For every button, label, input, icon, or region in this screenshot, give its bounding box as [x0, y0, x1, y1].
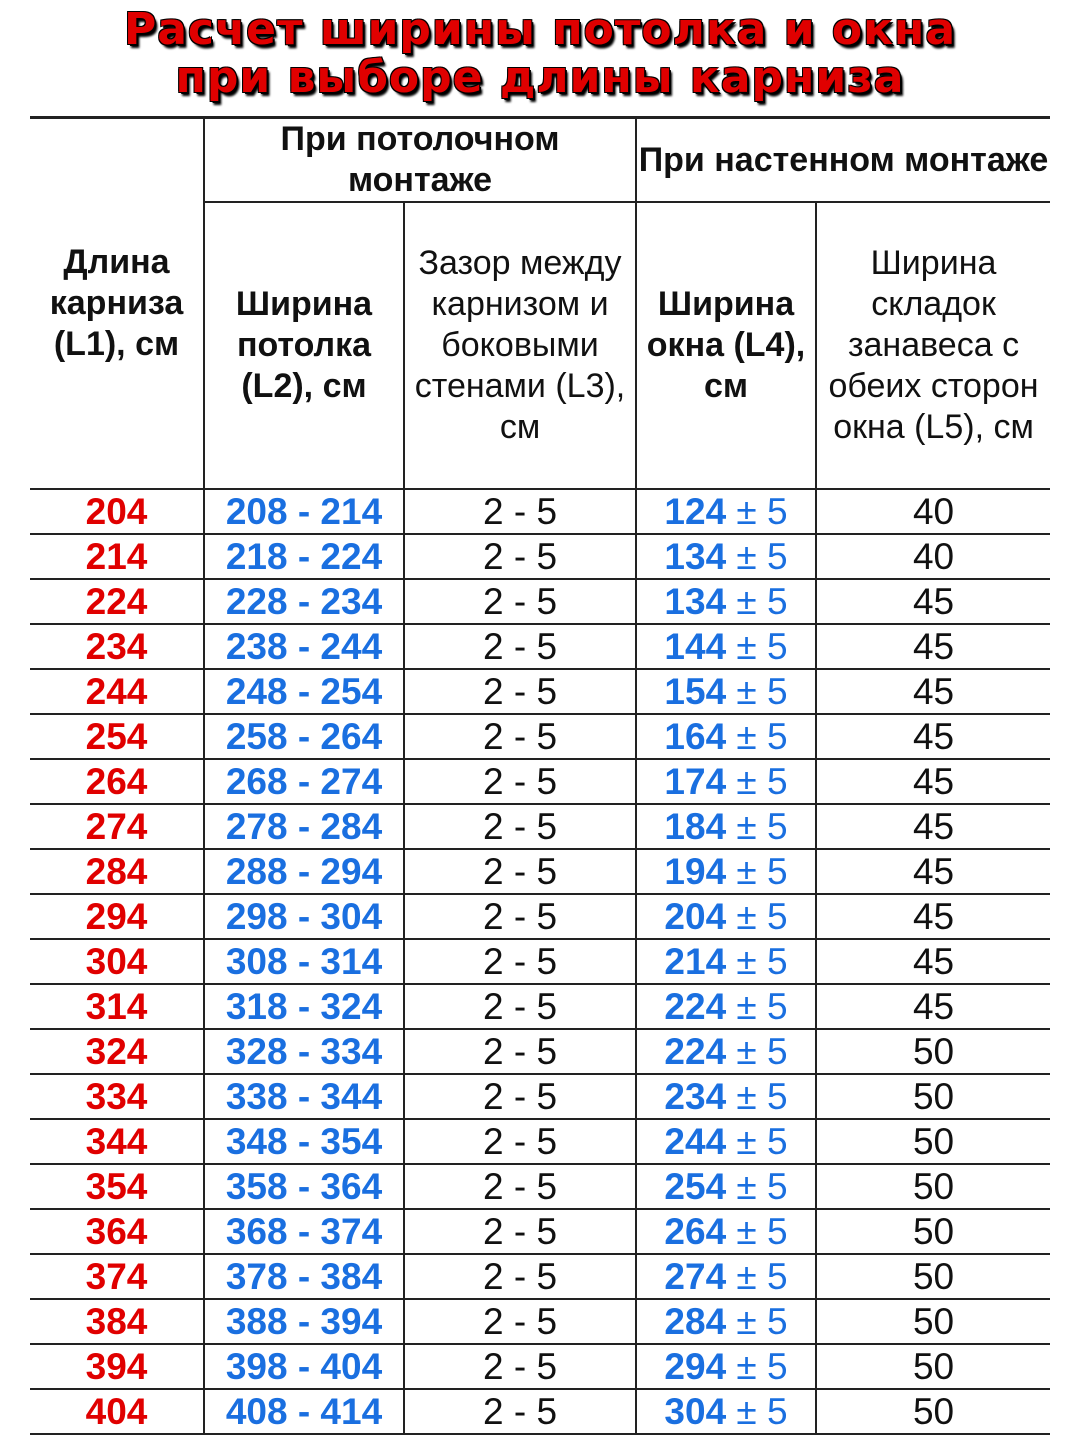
window-width-value: 214	[664, 941, 727, 982]
cornice-length-cell: 224	[30, 579, 204, 624]
window-width-cell	[636, 624, 816, 669]
window-width-cell	[636, 1299, 816, 1344]
side-gap-cell: 2 - 5	[404, 759, 636, 804]
cornice-length-cell: 354	[30, 1164, 204, 1209]
ceiling-width-cell: 218 - 224	[204, 534, 404, 579]
window-width-cell	[636, 759, 816, 804]
ceiling-width-cell: 278 - 284	[204, 804, 404, 849]
curtain-folds-cell: 45	[816, 624, 1050, 669]
ceiling-width-cell: 248 - 254	[204, 669, 404, 714]
window-width-tolerance: ± 5	[726, 1256, 788, 1297]
ceiling-width-cell: 368 - 374	[204, 1209, 404, 1254]
window-width-value: 194	[664, 851, 727, 892]
window-width-cell	[636, 714, 816, 759]
window-width-value: 154	[664, 671, 727, 712]
window-width-tolerance: ± 5	[726, 671, 788, 712]
table-row	[30, 1074, 1050, 1119]
window-width-cell	[636, 1389, 816, 1434]
cornice-length-cell: 204	[30, 489, 204, 534]
window-width-value: 164	[664, 716, 727, 757]
cornice-length-cell: 324	[30, 1029, 204, 1074]
ceiling-width-cell: 358 - 364	[204, 1164, 404, 1209]
cornice-length-cell: 314	[30, 984, 204, 1029]
table-row	[30, 1389, 1050, 1434]
cornice-length-cell: 264	[30, 759, 204, 804]
table-row	[30, 804, 1050, 849]
side-gap-cell: 2 - 5	[404, 984, 636, 1029]
ceiling-width-cell: 388 - 394	[204, 1299, 404, 1344]
window-width-value: 284	[664, 1301, 727, 1342]
window-width-tolerance: ± 5	[726, 1166, 788, 1207]
side-gap-cell: 2 - 5	[404, 1209, 636, 1254]
window-width-tolerance: ± 5	[726, 536, 788, 577]
table-body	[30, 489, 1050, 1434]
window-width-tolerance: ± 5	[726, 851, 788, 892]
side-gap-cell: 2 - 5	[404, 1119, 636, 1164]
curtain-folds-cell: 45	[816, 714, 1050, 759]
ceiling-width-cell: 308 - 314	[204, 939, 404, 984]
side-gap-cell: 2 - 5	[404, 489, 636, 534]
ceiling-width-cell: 408 - 414	[204, 1389, 404, 1434]
side-gap-cell: 2 - 5	[404, 714, 636, 759]
table-row	[30, 1119, 1050, 1164]
side-gap-cell: 2 - 5	[404, 1074, 636, 1119]
curtain-folds-cell: 45	[816, 939, 1050, 984]
table-row	[30, 624, 1050, 669]
curtain-folds-cell: 45	[816, 894, 1050, 939]
ceiling-width-cell: 378 - 384	[204, 1254, 404, 1299]
window-width-tolerance: ± 5	[726, 806, 788, 847]
curtain-folds-cell: 40	[816, 534, 1050, 579]
window-width-cell	[636, 1164, 816, 1209]
ceiling-width-cell: 398 - 404	[204, 1344, 404, 1389]
window-width-value: 264	[664, 1211, 727, 1252]
window-width-value: 134	[664, 581, 727, 622]
table-row	[30, 534, 1050, 579]
cornice-length-cell: 334	[30, 1074, 204, 1119]
cornice-length-cell: 344	[30, 1119, 204, 1164]
window-width-tolerance: ± 5	[726, 896, 788, 937]
window-width-value: 234	[664, 1076, 727, 1117]
curtain-folds-cell: 50	[816, 1029, 1050, 1074]
cornice-length-cell: 404	[30, 1389, 204, 1434]
window-width-tolerance: ± 5	[726, 761, 788, 802]
side-gap-cell: 2 - 5	[404, 1254, 636, 1299]
table-row	[30, 1209, 1050, 1254]
side-gap-cell: 2 - 5	[404, 579, 636, 624]
side-gap-cell: 2 - 5	[404, 669, 636, 714]
window-width-tolerance: ± 5	[726, 626, 788, 667]
side-gap-cell: 2 - 5	[404, 1344, 636, 1389]
cornice-length-cell: 214	[30, 534, 204, 579]
window-width-tolerance: ± 5	[726, 716, 788, 757]
window-width-value: 144	[664, 626, 727, 667]
cornice-length-cell: 254	[30, 714, 204, 759]
ceiling-width-cell: 288 - 294	[204, 849, 404, 894]
page-title	[0, 6, 1080, 102]
window-width-value: 244	[664, 1121, 727, 1162]
window-width-value: 124	[664, 491, 727, 532]
curtain-folds-cell: 50	[816, 1299, 1050, 1344]
cornice-length-cell: 304	[30, 939, 204, 984]
title-line-1: Расчет ширины потолка и окна	[123, 4, 957, 55]
window-width-tolerance: ± 5	[726, 1031, 788, 1072]
curtain-folds-cell: 40	[816, 489, 1050, 534]
cornice-length-cell: 234	[30, 624, 204, 669]
ceiling-width-cell: 298 - 304	[204, 894, 404, 939]
table-row	[30, 1029, 1050, 1074]
window-width-cell	[636, 489, 816, 534]
window-width-cell	[636, 849, 816, 894]
curtain-folds-cell: 45	[816, 849, 1050, 894]
curtain-folds-cell: 45	[816, 984, 1050, 1029]
table-row	[30, 894, 1050, 939]
window-width-value: 274	[664, 1256, 727, 1297]
side-gap-cell: 2 - 5	[404, 804, 636, 849]
cornice-length-cell: 384	[30, 1299, 204, 1344]
curtain-folds-cell: 45	[816, 759, 1050, 804]
title-line-2: при выборе длины карниза	[175, 52, 905, 103]
curtain-folds-cell: 50	[816, 1254, 1050, 1299]
table-row	[30, 849, 1050, 894]
curtain-folds-cell: 50	[816, 1119, 1050, 1164]
window-width-value: 134	[664, 536, 727, 577]
table-row	[30, 759, 1050, 804]
window-width-cell	[636, 1209, 816, 1254]
side-gap-cell: 2 - 5	[404, 939, 636, 984]
ceiling-width-cell: 228 - 234	[204, 579, 404, 624]
window-width-value: 224	[664, 1031, 727, 1072]
window-width-value: 184	[664, 806, 727, 847]
table-row	[30, 1164, 1050, 1209]
table-row	[30, 1344, 1050, 1389]
side-gap-cell: 2 - 5	[404, 849, 636, 894]
header-wall-mount: При настенном монтаже	[636, 118, 1050, 203]
header-ceiling-width: Ширина потолка (L2), см	[204, 202, 404, 489]
ceiling-width-cell: 268 - 274	[204, 759, 404, 804]
window-width-value: 224	[664, 986, 727, 1027]
table-row	[30, 669, 1050, 714]
table-row	[30, 1299, 1050, 1344]
window-width-value: 204	[664, 896, 727, 937]
window-width-cell	[636, 939, 816, 984]
curtain-folds-cell: 50	[816, 1344, 1050, 1389]
curtain-folds-cell: 45	[816, 669, 1050, 714]
curtain-folds-cell: 45	[816, 579, 1050, 624]
window-width-cell	[636, 894, 816, 939]
cornice-length-cell: 294	[30, 894, 204, 939]
window-width-tolerance: ± 5	[726, 1346, 788, 1387]
table-row	[30, 984, 1050, 1029]
curtain-folds-cell: 50	[816, 1074, 1050, 1119]
window-width-value: 294	[664, 1346, 727, 1387]
ceiling-width-cell: 238 - 244	[204, 624, 404, 669]
window-width-tolerance: ± 5	[726, 986, 788, 1027]
window-width-cell	[636, 534, 816, 579]
ceiling-width-cell: 208 - 214	[204, 489, 404, 534]
curtain-folds-cell: 50	[816, 1164, 1050, 1209]
side-gap-cell: 2 - 5	[404, 534, 636, 579]
header-side-gap: Зазор между карнизом и боковыми стенами (L3), см	[404, 202, 636, 489]
cornice-length-cell: 394	[30, 1344, 204, 1389]
table-row	[30, 714, 1050, 759]
table-row	[30, 939, 1050, 984]
header-window-width: Ширина окна (L4), см	[636, 202, 816, 489]
window-width-tolerance: ± 5	[726, 1211, 788, 1252]
window-width-cell	[636, 1254, 816, 1299]
window-width-cell	[636, 1344, 816, 1389]
window-width-cell	[636, 984, 816, 1029]
window-width-tolerance: ± 5	[726, 1391, 788, 1432]
ceiling-width-cell: 328 - 334	[204, 1029, 404, 1074]
ceiling-width-cell: 338 - 344	[204, 1074, 404, 1119]
window-width-value: 254	[664, 1166, 727, 1207]
header-curtain-folds: Ширина складок занавеса с обеих сторон окна (L5), см	[816, 202, 1050, 489]
side-gap-cell: 2 - 5	[404, 1299, 636, 1344]
header-ceiling-mount: При потолочном монтаже	[204, 118, 636, 203]
cornice-length-cell: 244	[30, 669, 204, 714]
window-width-cell	[636, 579, 816, 624]
table-row	[30, 1254, 1050, 1299]
window-width-cell	[636, 804, 816, 849]
ceiling-width-cell: 258 - 264	[204, 714, 404, 759]
ceiling-width-cell: 318 - 324	[204, 984, 404, 1029]
window-width-cell	[636, 1119, 816, 1164]
window-width-value: 174	[664, 761, 727, 802]
window-width-tolerance: ± 5	[726, 941, 788, 982]
cornice-size-table	[30, 116, 1050, 1435]
window-width-tolerance: ± 5	[726, 581, 788, 622]
window-width-tolerance: ± 5	[726, 1076, 788, 1117]
window-width-tolerance: ± 5	[726, 1301, 788, 1342]
curtain-folds-cell: 50	[816, 1209, 1050, 1254]
header-cornice-length: Длина карниза (L1), см	[30, 118, 204, 490]
curtain-folds-cell: 45	[816, 804, 1050, 849]
window-width-cell	[636, 1074, 816, 1119]
cornice-length-cell: 274	[30, 804, 204, 849]
window-width-cell	[636, 669, 816, 714]
table-row	[30, 489, 1050, 534]
window-width-cell	[636, 1029, 816, 1074]
window-width-tolerance: ± 5	[726, 491, 788, 532]
ceiling-width-cell: 348 - 354	[204, 1119, 404, 1164]
side-gap-cell: 2 - 5	[404, 1164, 636, 1209]
side-gap-cell: 2 - 5	[404, 894, 636, 939]
cornice-length-cell: 364	[30, 1209, 204, 1254]
side-gap-cell: 2 - 5	[404, 624, 636, 669]
cornice-length-cell: 284	[30, 849, 204, 894]
table-row	[30, 579, 1050, 624]
side-gap-cell: 2 - 5	[404, 1389, 636, 1434]
header-row-groups	[30, 118, 1050, 203]
window-width-value: 304	[664, 1391, 727, 1432]
cornice-length-cell: 374	[30, 1254, 204, 1299]
side-gap-cell: 2 - 5	[404, 1029, 636, 1074]
window-width-tolerance: ± 5	[726, 1121, 788, 1162]
curtain-folds-cell: 50	[816, 1389, 1050, 1434]
